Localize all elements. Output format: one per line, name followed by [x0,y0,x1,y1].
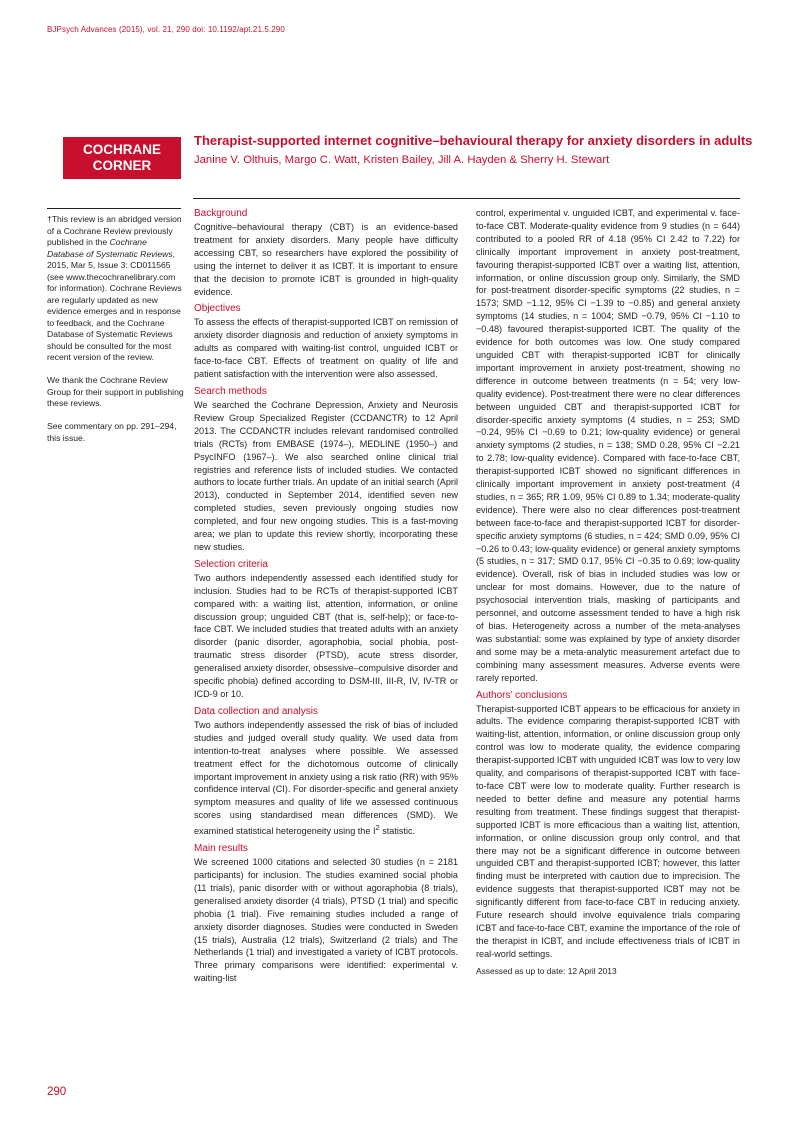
section-heading: Main results [194,843,248,855]
header-divider [193,198,740,199]
acknowledgement: We thank the Cochrane Review Group for their support in publishing these reviews. [47,375,184,408]
section-data-collection [194,705,458,838]
author-list: Janine V. Olthuis, Margo C. Watt, Kristen Bailey, Jill A. Hayden & Sherry H. Stewart [194,154,610,166]
abstract-column-left [194,207,458,989]
corner-label-line2: CORNER [92,157,152,173]
section-text: Therapist-supported ICBT appears to be efficacious for anxiety in adults. The evidence comparing therapist-supported ICBT with waiting-list, attention, information, or online discussion group only control was low to moderate quality, the evidence comparing therapist-supported ICBT with unguided ICBT was low to very low quality, and comparisons of therapist-supported ICBT with face-to-face CBT were low to moderate quality. Further research is needed to better define and measure any potential harms resulting from treatment. These findings suggest that therapist-supported ICBT is more efficacious than a waiting list, attention, information, or online discussion group only control, and that there may not be a significant difference in outcome between unguided CBT and therapist-supported ICBT; however, this latter finding must be interpreted with caution due to imprecision. The evidence suggests that therapist-supported ICBT may not be significantly different from face-to-face CBT in reducing anxiety. Future research should involve equivalence trials comparing ICBT and face-to-face CBT, examine the importance of the role of the therapist in ICBT, and include effectiveness trials of ICBT in real-world settings. [476,703,741,959]
sidebar-notes [47,214,185,456]
section-heading: Selection criteria [194,558,268,570]
section-main-results [194,842,458,985]
section-heading: Background [194,208,248,219]
section-text: We searched the Cochrane Depression, Anxiety and Neurosis Review Group Specialized Register (CCDANCTR) to 12 April 2013. The CCDANCTR includes relevant randomised controlled trials (RCTs) from EMBASE (1974–), MEDLINE (1950–) and PsycINFO (1967–). We also searched online clinical trial registries and reference lists of included studies. We contacted authors to locate further trials. An update of an initial search (April 2013), conducted in September 2014, identified seven new completed studies, seven previously ongoing studies now completed, and four new ongoing studies. This is a fast-moving area; we plan to update this review shortly, incorporating these new studies. [194,399,458,552]
commentary-note: See commentary on pp. 291–294, this issue. [47,421,177,443]
section-text-continued: control, experimental v. unguided ICBT, and experimental v. face-to-face CBT. Moderate-quality evidence from 9 studies (n = 644) contributed to a pooled RR of 4.18 (95% CI 2.42 to 7.22) for clinically important improvement in anxiety post-treatment, favouring therapist-supported ICBT over a waiting list, attention, information, or online discussion group only. Similarly, the SMD for post-treatment disorder-specific symptoms (22 studies, n = 1573; SMD −1.12, 95% CI −1.39 to −0.85) and general anxiety symptoms (14 studies, n = 1004; SMD −0.79, 95% CI −1.10 to −0.48) favoured therapist-supported ICBT. The quality of the evidence for both outcomes was low. One study compared unguided CBT with therapist-supported ICBT for clinically important improvement in anxiety post-treatment, showing no difference in outcome between treatments (n = 54; very low-quality evidence). Post-treatment there were no clear differences between unguided CBT and therapist-supported ICBT for disorder-specific anxiety symptoms (4 studies, n = 253; SMD −0.24, 95% CI −0.69 to 0.21; low-quality evidence) or general anxiety symptoms (2 studies, n = 138; SMD 0.28, 95% CI −2.21 to 2.78; low-quality evidence). Compared with face-to-face CBT, therapist-supported ICBT showed no significant differences in clinically important improvement in anxiety post-treatment (4 studies, n = 365; RR 1.09, 95% CI 0.89 to 1.34; moderate-quality evidence). There were also no clear differences post-treatment between face-to-face and therapist-supported ICBT for disorder-specific anxiety symptoms (6 studies, n = 424; SMD 0.09, 95% CI −0.26 to 0.43; low-quality evidence) or general anxiety symptoms (5 studies, n = 317; SMD 0.17, 95% CI −0.35 to 0.69; low-quality evidence). Overall, risk of bias in included studies was low or unclear for most domains. However, due to the nature of psychosocial intervention trials, masking of participants and personnel, and outcome assessment tended to have a high risk of bias. Heterogeneity across a number of the meta-analyses was substantial: some was explained by type of anxiety disorder and some may be a meta-analytic measurement artefact due to combining many assessment measures. Adverse events were rarely reported. [476,208,740,683]
section-heading: Search methods [194,385,267,397]
section-heading: Objectives [194,303,241,315]
section-search-methods [194,385,458,554]
article-title: Therapist-supported internet cognitive–behavioural therapy for anxiety disorders in adults [194,133,753,148]
corner-label-line1: COCHRANE [82,142,161,157]
abstract-column-right [476,207,740,982]
section-heading: Authors’ conclusions [476,689,568,701]
cochrane-corner-badge [63,137,181,179]
page-number: 290 [47,1086,67,1098]
section-objectives [194,302,458,381]
journal-name: Cochrane Database of Systematic Reviews [47,237,173,259]
section-text: To assess the effects of therapist-supported ICBT on remission of anxiety disorder diagnosis and reduction of anxiety symptoms in adults as compared with waiting-list control, unguided ICBT or face-to-face CBT. Effects of treatment on quality of life and patient satisfaction with the intervention were also assessed. [194,317,458,380]
section-selection-criteria [194,558,458,701]
section-text: Two authors independently assessed the risk of bias of included studies and judged overall study quality. We used data from intention-to-treat analyses where possible. We assessed treatment effect for the dichotomous outcome of clinically important improvement in anxiety using a risk ratio (RR) with 95% confidence interval (CI). For disorder-specific and general anxiety symptom measures and quality of life we assessed continuous scores using standardised mean differences (SMD). We examined statistical heterogeneity using the $I^2$ statistic. [194,719,458,837]
section-heading: Data collection and analysis [194,705,318,717]
running-head: BJPsych Advances (2015), vol. 21, 290 doi: 10.1192/apt.21.5.290 [47,25,285,34]
assessed-date: Assessed as up to date: 12 April 2013 [476,965,617,976]
review-footnote: †This review is an abridged version of a Cochrane Review previously published in the Cochrane Database of Systematic Reviews, 2015, Mar 5, Issue 3: CD011565 (see www.thecochranelibrary.com for information). Cochrane Reviews are regularly updated as new evidence emerges and in response to feedback, and the Cochrane Database of Systematic Reviews should be consulted for the most recent version of the review. [47,214,182,362]
section-authors-conclusions [476,689,740,978]
section-text: We screened 1000 citations and selected 30 studies (n = 2181 participants) for inclusion. The studies examined social phobia (11 trials), panic disorder with or without agoraphobia (8 trials), generalised anxiety disorder (4 trials), PTSD (1 trial) and specific phobia (1 trial). Five remaining studies included a range of anxiety disorder diagnoses. Studies were conducted in Sweden (15 trials), Australia (12 trials), Switzerland (2 trials) and The Netherlands (1 trial) and investigated a variety of ICBT protocols. Three primary comparisons were identified: experimental v. waiting-list [194,857,458,984]
section-background [194,207,458,298]
section-text: Cognitive–behavioural therapy (CBT) is an evidence-based treatment for anxiety disorders. Many people have difficulty accessing CBT, so researchers have explored the possibility of using the internet to deliver it as ICBT. It is important to ensure that the decision to promote ICBT is grounded in high-quality evidence. [194,222,458,297]
sidebar-divider [47,208,181,209]
section-text: Two authors independently assessed each identified study for inclusion. Studies had to be RCTs of therapist-supported ICBT compared with: a waiting list, attention, information, or online discussion group; unguided CBT (that is, self-help); or face-to-face CBT. We included studies that treated adults with an anxiety disorder (panic disorder, agoraphobia, social phobia, post-traumatic stress disorder (PTSD), acute stress disorder, generalised anxiety disorder, obsessive–compulsive disorder and specific phobia) defined according to DSM-III, III-R, IV, IV-TR or ICD-9 or 10. [194,572,458,699]
